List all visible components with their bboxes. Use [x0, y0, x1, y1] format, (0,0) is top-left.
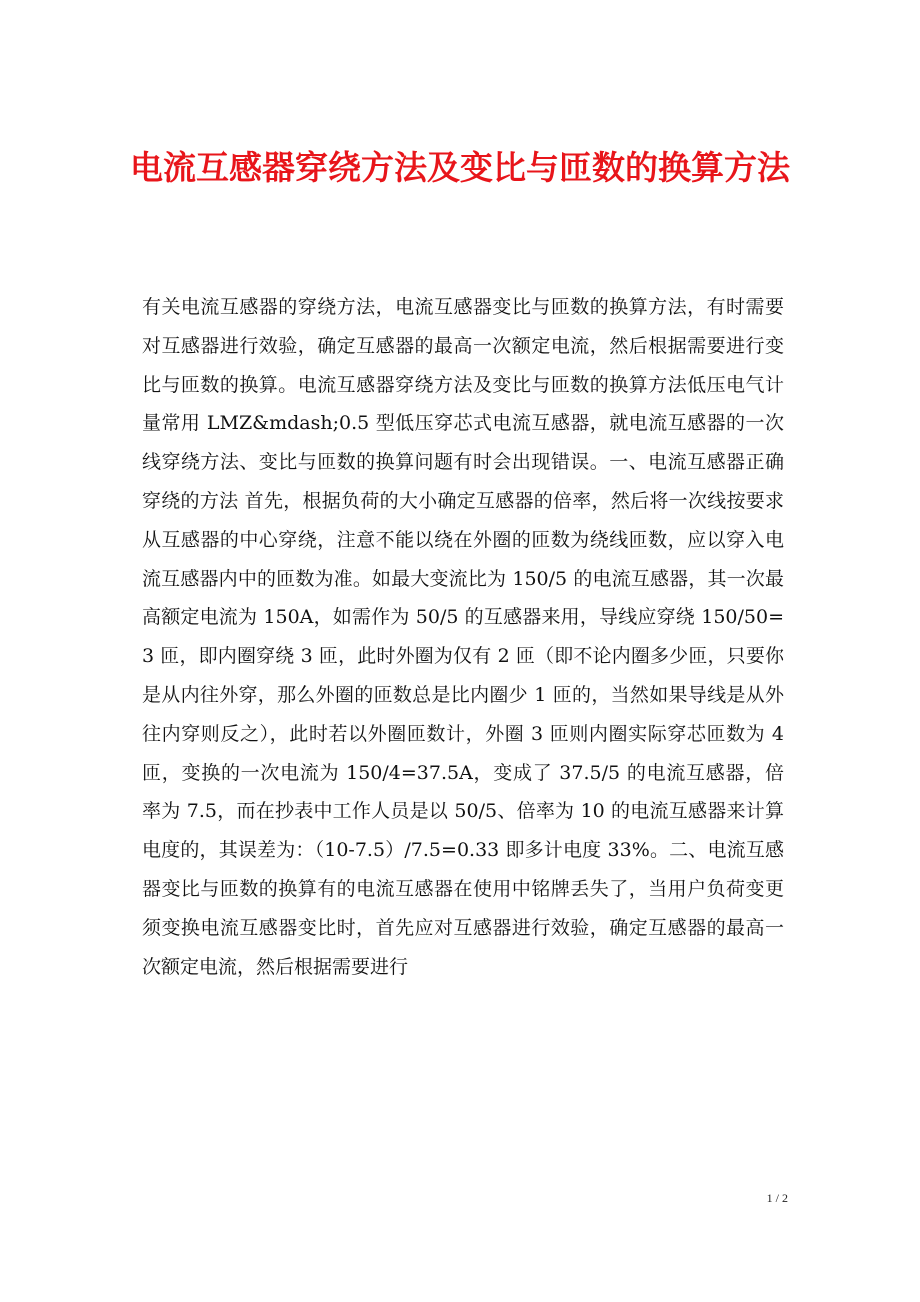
page-number: 1 / 2 — [766, 1191, 788, 1205]
document-title: 电流互感器穿绕方法及变比与匝数的换算方法 — [130, 148, 790, 187]
document-body-text: 有关电流互感器的穿绕方法，电流互感器变比与匝数的换算方法，有时需要对互感器进行效验，确定互感器的最高一次额定电流，然后根据需要进行变比与匝数的换算。电流互感器穿绕方法及变比与匝数的换算方法低压电气计量常用 LMZ&mdash;0.5 型低压穿芯式电流互感器，就电流互感器的一次线穿绕方法、变比与匝数的换算问题有时会出现错误。一、电流互感器正确穿绕的方法 首先，根据负荷的大小确定互感器的倍率，然后将一次线按要求从互感器的中心穿绕，注意不能以绕在外圈的匝数为绕线匝数，应以穿入电流互感器内中的匝数为准。如最大变流比为 150/5 的电流互感器，其一次最高额定电流为 150A，如需作为 50/5 的互感器来用，导线应穿绕 150/50=3 匝，即内圈穿绕 3 匝，此时外圈为仅有 2 匝（即不论内圈多少匝，只要你是从内往外穿，那么外圈的匝数总是比内圈少 1 匝的，当然如果导线是从外往内穿则反之），此时若以外圈匝数计，外圈 3 匝则内圈实际穿芯匝数为 4 匝，变换的一次电流为 150/4=37.5A，变成了 37.5/5 的电流互感器，倍率为 7.5，而在抄表中工作人员是以 50/5、倍率为 10 的电流互感器来计算电度的，其误差为：（10-7.5）/7.5=0.33 即多计电度 33%。二、电流互感器变比与匝数的换算有的电流互感器在使用中铭牌丢失了，当用户负荷变更须变换电流互感器变比时，首先应对互感器进行效验，确定互感器的最高一次额定电流，然后根据需要进行 — [142, 296, 784, 978]
